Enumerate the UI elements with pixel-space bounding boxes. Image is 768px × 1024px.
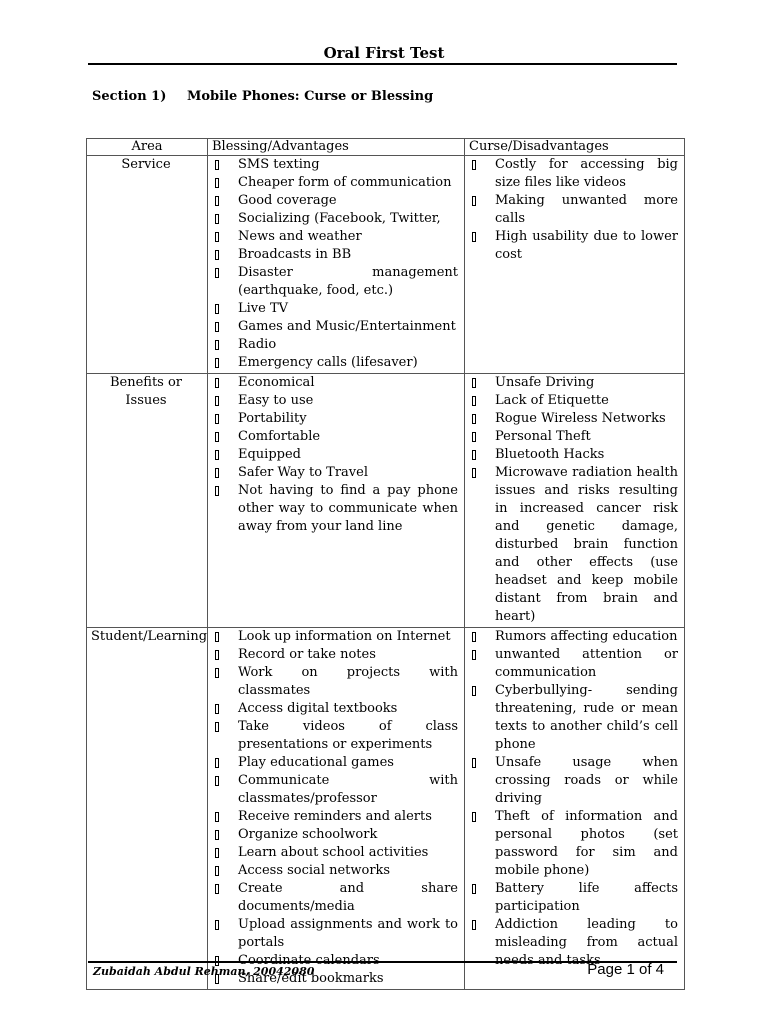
list-item: Create and share documents/media xyxy=(212,880,458,916)
curses-cell xyxy=(465,628,685,990)
curses-cell xyxy=(465,374,685,628)
list-item: Work on projects with classmates xyxy=(212,664,458,700)
blessings-cell xyxy=(208,156,465,374)
section-label: Section 1) xyxy=(92,89,167,104)
list-item: Comfortable xyxy=(212,428,458,446)
list-item: Cheaper form of communication xyxy=(212,174,458,192)
list-item: Rogue Wireless Networks xyxy=(469,410,678,428)
list-item: Not having to find a pay phone other way to communicate when away from your land line xyxy=(212,482,458,536)
list-item: Access digital textbooks xyxy=(212,700,458,718)
list-item: Good coverage xyxy=(212,192,458,210)
list-item: Record or take notes xyxy=(212,646,458,664)
curses-list xyxy=(469,628,678,970)
blessings-list xyxy=(212,156,458,372)
list-item: Play educational games xyxy=(212,754,458,772)
blessings-cell xyxy=(208,374,465,628)
header-blessings: Blessing/Advantages xyxy=(208,139,465,156)
page-number: Page 1 of 4 xyxy=(587,961,664,978)
list-item: Making unwanted more calls xyxy=(469,192,678,228)
section-line xyxy=(92,89,434,104)
area-cell: Benefits or Issues xyxy=(87,374,208,628)
list-item: Bluetooth Hacks xyxy=(469,446,678,464)
list-item: Games and Music/Entertainment xyxy=(212,318,458,336)
blessings-list xyxy=(212,374,458,536)
blessings-list xyxy=(212,628,458,988)
area-cell: Student/Learning xyxy=(87,628,208,990)
footer-author: Zubaidah Abdul Rehman, 20042080 xyxy=(93,965,315,978)
list-item: News and weather xyxy=(212,228,458,246)
list-item: Take videos of class presentations or experiments xyxy=(212,718,458,754)
header-curses: Curse/Disadvantages xyxy=(465,139,685,156)
list-item: Radio xyxy=(212,336,458,354)
list-item: Upload assignments and work to portals xyxy=(212,916,458,952)
list-item: Access social networks xyxy=(212,862,458,880)
list-item: Organize schoolwork xyxy=(212,826,458,844)
list-item: Safer Way to Travel xyxy=(212,464,458,482)
list-item: Emergency calls (lifesaver) xyxy=(212,354,458,372)
header-rule xyxy=(88,63,677,65)
list-item: Look up information on Internet xyxy=(212,628,458,646)
list-item: SMS texting xyxy=(212,156,458,174)
list-item: Personal Theft xyxy=(469,428,678,446)
section-heading: Mobile Phones: Curse or Blessing xyxy=(187,89,434,104)
list-item: High usability due to lower cost xyxy=(469,228,678,264)
header-area: Area xyxy=(87,139,208,156)
curses-cell xyxy=(465,156,685,374)
list-item: Unsafe usage when crossing roads or while driving xyxy=(469,754,678,808)
area-cell: Service xyxy=(87,156,208,374)
table-header-row xyxy=(87,139,685,156)
list-item: Coordinate calendars xyxy=(212,952,458,970)
curses-list xyxy=(469,374,678,626)
list-item: Rumors affecting education xyxy=(469,628,678,646)
list-item: Disaster management (earthquake, food, etc.) xyxy=(212,264,458,300)
list-item: Addiction leading to misleading from actual needs and tasks xyxy=(469,916,678,970)
list-item: Battery life affects participation xyxy=(469,880,678,916)
blessings-cell xyxy=(208,628,465,990)
list-item: unwanted attention or communication xyxy=(469,646,678,682)
list-item: Broadcasts in BB xyxy=(212,246,458,264)
list-item: Live TV xyxy=(212,300,458,318)
comparison-table xyxy=(86,138,685,990)
list-item: Theft of information and personal photos (set password for sim and mobile phone) xyxy=(469,808,678,880)
list-item: Easy to use xyxy=(212,392,458,410)
list-item: Portability xyxy=(212,410,458,428)
list-item: Communicate with classmates/professor xyxy=(212,772,458,808)
list-item: Equipped xyxy=(212,446,458,464)
document-title: Oral First Test xyxy=(323,44,445,62)
list-item: Unsafe Driving xyxy=(469,374,678,392)
table-row xyxy=(87,628,685,990)
list-item: Socializing (Facebook, Twitter, xyxy=(212,210,458,228)
list-item: Lack of Etiquette xyxy=(469,392,678,410)
list-item: Costly for accessing big size files like videos xyxy=(469,156,678,192)
list-item: Learn about school activities xyxy=(212,844,458,862)
list-item: Share/edit bookmarks xyxy=(212,970,458,988)
list-item: Economical xyxy=(212,374,458,392)
curses-list xyxy=(469,156,678,264)
list-item: Cyberbullying- sending threatening, rude or mean texts to another child’s cell phone xyxy=(469,682,678,754)
list-item: Receive reminders and alerts xyxy=(212,808,458,826)
table-row xyxy=(87,374,685,628)
list-item: Microwave radiation health issues and risks resulting in increased cancer risk and genetic damage, disturbed brain function and other effects (use headset and keep mobile distant from brain and heart) xyxy=(469,464,678,626)
table-row xyxy=(87,156,685,374)
